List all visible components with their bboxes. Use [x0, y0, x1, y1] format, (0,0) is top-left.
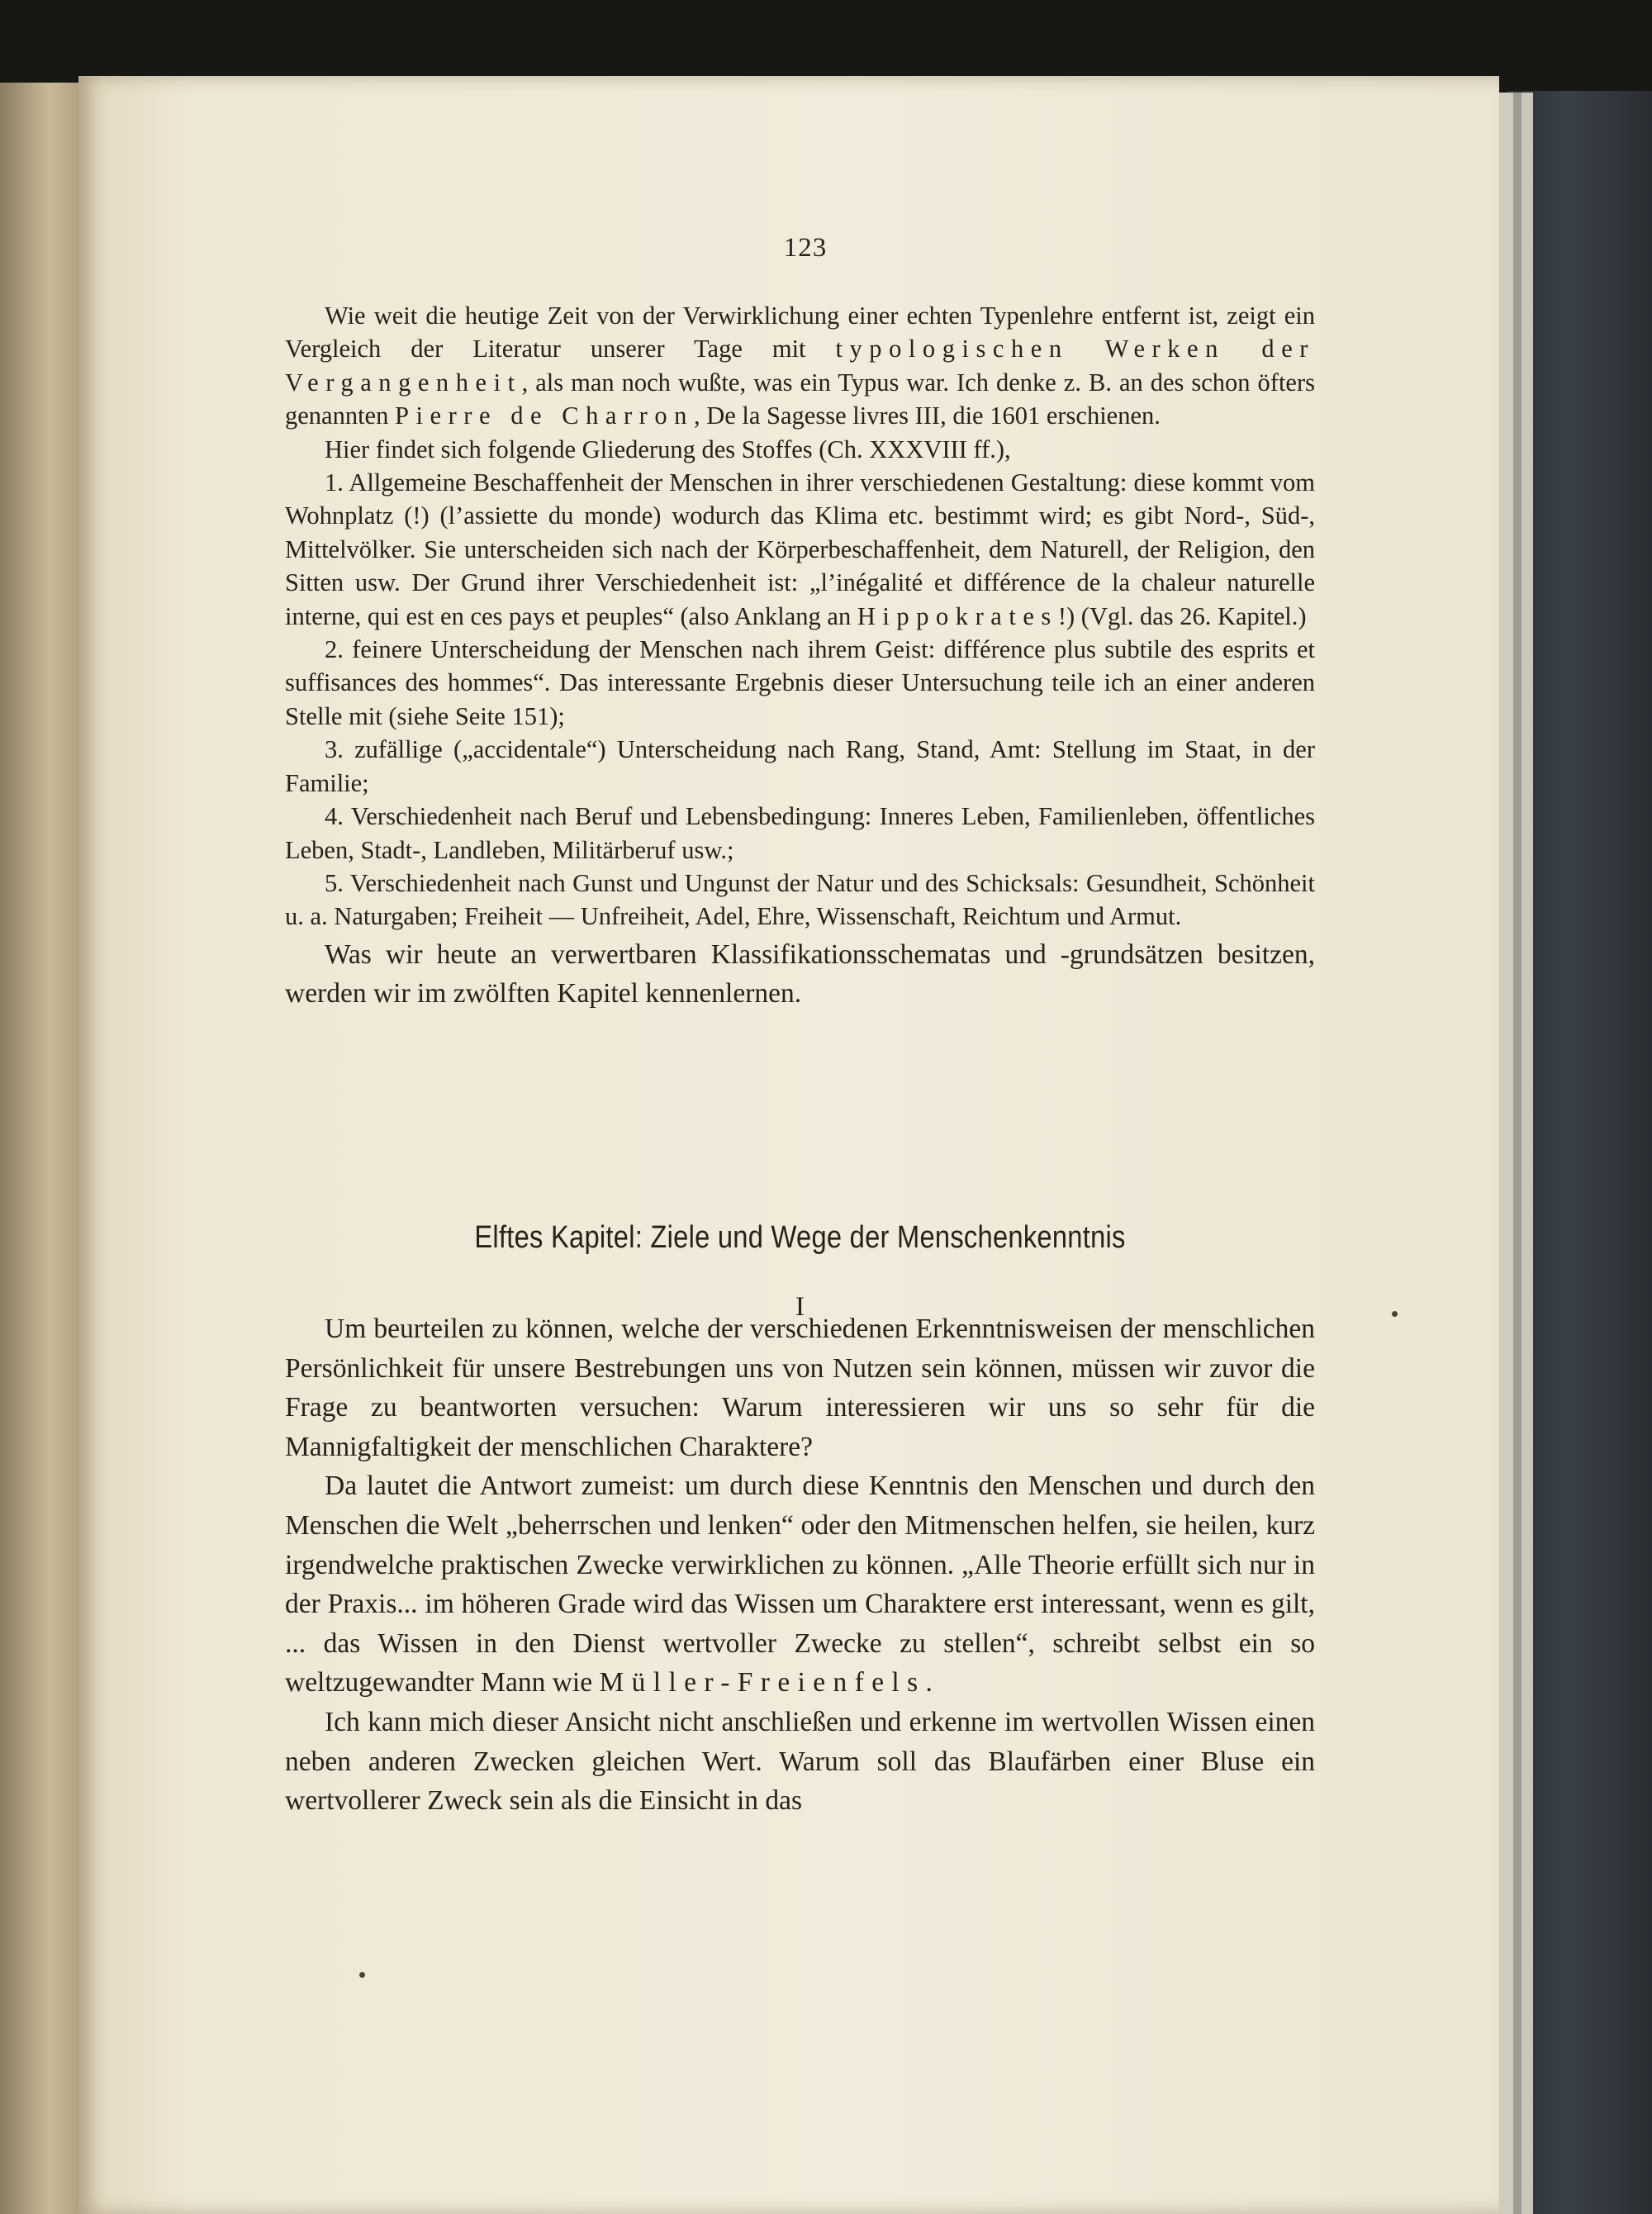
- text-run: Da lautet die Antwort zumeist: um durch diese Kenntnis den Menschen und durch den Menschen die Welt „beherrschen und lenken“ oder den Mitmenschen helfen, sie heilen, kurz irgendwelche praktischen Zwecke verwirklichen zu können. „Alle Theorie erfüllt sich nur in der Praxis... im höheren Grade wird das Wissen um Charaktere erst interessant, wenn es gilt, ... das Wissen in den Dienst wertvoller Zwecke zu stellen“, schreibt selbst ein so weltzugewandter Mann wie: [285, 1470, 1315, 1699]
- list-item: 5. Verschiedenheit nach Gunst und Ungunst der Natur und des Schicksals: Gesundheit, Schönheit u. a. Naturgaben; Freiheit — Unfreiheit, Adel, Ehre, Wissenschaft, Reichtum und Armut.: [285, 868, 1315, 931]
- text-run: .: [925, 1667, 933, 1699]
- page-number: 123: [783, 233, 828, 263]
- paragraph: Was wir heute an verwertbaren Klassifikationsschematas und -grundsätzen besitzen, werden wir im zwölften Kapitel kennenlernen.: [285, 938, 1315, 1010]
- list-item: 3. zufällige („accidentale“) Unterscheidung nach Rang, Stand, Amt: Stellung im Staat, in der Familie;: [285, 735, 1315, 797]
- text-run: !) (Vgl. das 26. Kapitel.): [1057, 601, 1307, 630]
- ink-speck: [359, 1972, 365, 1978]
- list-item: [285, 466, 1315, 633]
- paragraph: Ich kann mich dieser Ansicht nicht anschließen und erkenne im wertvollen Wissen einen neben anderen Zwecken gleichen Wert. Warum soll das Blaufärben einer Bluse ein wertvollerer Zweck sein als die Einsicht in das: [285, 1706, 1315, 1817]
- spaced-emphasis: Pierre de Charron: [394, 401, 694, 430]
- spaced-emphasis: Hippokrates: [857, 601, 1058, 630]
- page-edge-strip: [1521, 93, 1533, 2214]
- list-item: 4. Verschiedenheit nach Beruf und Lebensbedingung: Inneres Leben, Familienleben, öffentliches Leben, Stadt-, Landleben, Militärberuf usw.;: [285, 802, 1315, 864]
- list-item: 2. feinere Unterscheidung der Menschen nach ihrem Geist: différence plus subtile des esprits et suffisances des hommes“. Das interessante Ergebnis dieser Untersuchung teile ich an einer anderen Stelle mit (siehe Seite 151);: [285, 635, 1315, 730]
- chapter-title: Elftes Kapitel: Ziele und Wege der Menschenkenntnis: [474, 1220, 1126, 1255]
- previous-page-edge: [0, 83, 91, 2214]
- spaced-emphasis: Müller-Freienfels: [599, 1667, 926, 1699]
- book-page: [78, 76, 1499, 2214]
- section-number: I: [795, 1292, 805, 1322]
- text-run: Wie weit die heutige Zeit von der Verwirklichung einer echten Typenlehre entfernt ist, zeigt ein Vergleich der Literatur unserer Tage mit: [285, 302, 1315, 363]
- paragraph: Um beurteilen zu können, welche der verschiedenen Erkenntnisweisen der menschlichen Persönlichkeit für unsere Bestrebungen uns von Nutzen sein können, müssen wir zuvor die Frage zu beantworten versuchen: Warum interessieren wir uns so sehr für die Mannigfaltigkeit der menschlichen Charaktere?: [285, 1314, 1315, 1462]
- ink-speck: [1392, 1311, 1398, 1317]
- paragraph: [285, 299, 1315, 433]
- text-run: , De la Sagesse livres III, die 1601 erschienen.: [693, 401, 1161, 430]
- paragraph: Hier findet sich folgende Gliederung des Stoffes (Ch. XXXVIII ff.),: [325, 435, 1011, 463]
- body-text-lower: [285, 1309, 1315, 1821]
- page-edge-strip: [1513, 93, 1521, 2214]
- paragraph: [285, 1466, 1315, 1703]
- text-run: 1. Allgemeine Beschaffenheit der Menschen in ihrer verschiedenen Gestaltung: diese kommt vom Wohnplatz (!) (l’assiette du monde) wodurch das Klima etc. bestimmt wird; es gibt Nord-, Süd-, Mittelvölker. Sie unterscheiden sich nach der Körperbeschaffenheit, dem Naturell, der Religion, den Sitten usw. Der Grund ihrer Verschiedenheit ist: „l’inégalité et différence de la chaleur naturelle interne, qui est en ces pays et peuples“ (also Anklang an: [285, 468, 1315, 630]
- body-text-upper: [285, 299, 1315, 1014]
- spaced-emphasis: typologischen Werken der Vergangenheit: [285, 335, 1315, 397]
- text-run: , als man noch wußte, was ein Typus war. Ich denke z. B. an des schon öfters genannten: [285, 368, 1315, 430]
